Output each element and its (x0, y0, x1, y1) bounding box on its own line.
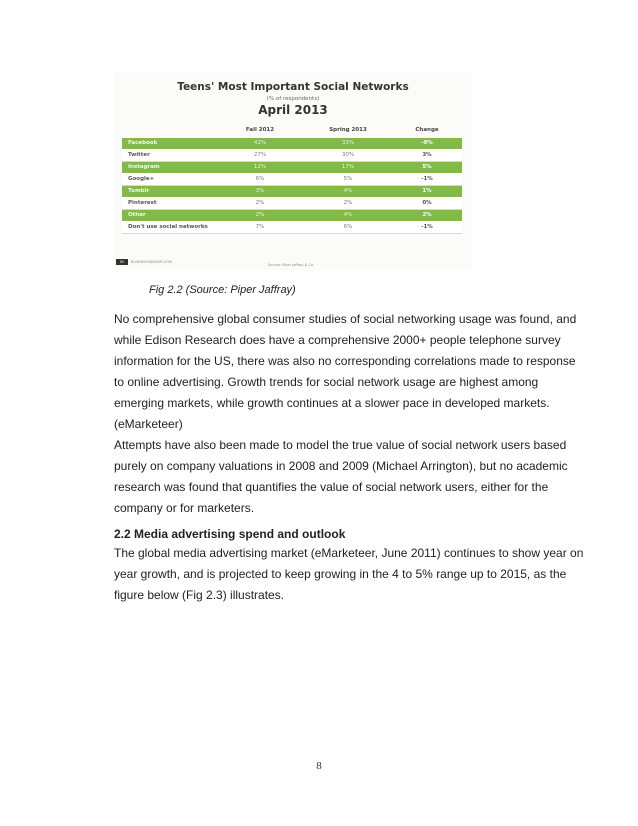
spring-2013-value: 2% (343, 200, 353, 206)
text-line: information for the US, there was also no corresponding correlations made to response (114, 354, 576, 368)
text-line: figure below (Fig 2.3) illustrates. (114, 588, 285, 602)
page-number: 8 (316, 760, 322, 772)
figure-date: April 2013 (258, 103, 328, 117)
column-header-spring: Spring 2013 (329, 127, 367, 133)
table-row (122, 210, 462, 222)
column-header-change: Change (415, 127, 439, 133)
table-body (122, 138, 462, 234)
publisher-logo: BI (116, 259, 128, 265)
change-value: -9% (421, 140, 433, 146)
text-line: No comprehensive global consumer studies of social networking usage was found, and (114, 312, 577, 326)
fall-2012-value: 3% (255, 188, 265, 194)
text-line: Attempts have also been made to model the true value of social network users based (114, 438, 567, 452)
network-name: Twitter (128, 152, 150, 158)
paragraph-social-usage (114, 309, 577, 435)
spring-2013-value: 4% (343, 188, 353, 194)
social-network-table (122, 126, 462, 234)
fall-2012-value: 7% (255, 224, 265, 230)
section-heading: 2.2 Media advertising spend and outlook (114, 527, 346, 541)
network-name: Pinterest (128, 200, 157, 206)
column-header-fall: Fall 2012 (245, 127, 275, 133)
text-line: research was found that quantifies the value of social network users, either for the (114, 480, 549, 494)
table-header (122, 126, 462, 138)
figure-source-note: Source: Piper Jaffray & Co. (268, 263, 315, 267)
figure-subtitle: (% of respondents) (266, 96, 320, 102)
change-value: -1% (421, 224, 433, 230)
table-row (122, 222, 462, 234)
spring-2013-value: 30% (341, 152, 355, 158)
change-value: 5% (422, 164, 432, 170)
table-row (122, 174, 462, 186)
fall-2012-value: 6% (255, 176, 265, 182)
text-line: to online advertising. Growth trends for social network usage are highest among (114, 375, 539, 389)
text-line: emerging markets, while growth continues at a slower pace in developed markets. (114, 396, 550, 410)
spring-2013-value: 17% (341, 164, 355, 170)
change-value: 2% (422, 212, 432, 218)
figure-caption: Fig 2.2 (Source: Piper Jaffray) (149, 284, 296, 296)
table-row (122, 186, 462, 198)
spring-2013-value: 33% (341, 140, 355, 146)
network-name: Google+ (128, 176, 155, 182)
figure-title: Teens' Most Important Social Networks (177, 81, 409, 93)
paragraph-social-value (114, 435, 568, 519)
text-line: purely on company valuations in 2008 and 2009 (Michael Arrington), but no academic (114, 459, 568, 473)
table-row (122, 198, 462, 210)
table-row (122, 138, 462, 150)
figure-image (114, 72, 472, 270)
fall-2012-value: 2% (255, 212, 265, 218)
text-line: while Edison Research does have a comprehensive 2000+ people telephone survey (114, 333, 561, 347)
change-value: -1% (421, 176, 433, 182)
network-name: Don't use social networks (128, 224, 208, 230)
paragraph-advertising-market (114, 543, 584, 606)
table-row (122, 162, 462, 174)
change-value: 3% (422, 152, 432, 158)
publisher-url: BUSINESSINSIDER.COM (131, 260, 172, 264)
text-line: (eMarketeer) (114, 417, 183, 431)
network-name: Facebook (128, 140, 158, 146)
table-row (122, 150, 462, 162)
fall-2012-value: 12% (253, 164, 267, 170)
text-line: The global media advertising market (eMarketeer, June 2011) continues to show year on (114, 546, 584, 560)
network-name: Tumblr (128, 188, 150, 194)
text-line: year growth, and is projected to keep growing in the 4 to 5% range up to 2015, as the (114, 567, 567, 581)
spring-2013-value: 6% (343, 224, 353, 230)
spring-2013-value: 5% (343, 176, 353, 182)
network-name: Instagram (128, 164, 160, 170)
fall-2012-value: 27% (253, 152, 267, 158)
change-value: 0% (422, 200, 432, 206)
spring-2013-value: 4% (343, 212, 353, 218)
fall-2012-value: 2% (255, 200, 265, 206)
network-name: Other (128, 212, 146, 218)
change-value: 1% (422, 188, 432, 194)
text-line: company or for marketers. (114, 501, 255, 515)
fall-2012-value: 42% (253, 140, 267, 146)
